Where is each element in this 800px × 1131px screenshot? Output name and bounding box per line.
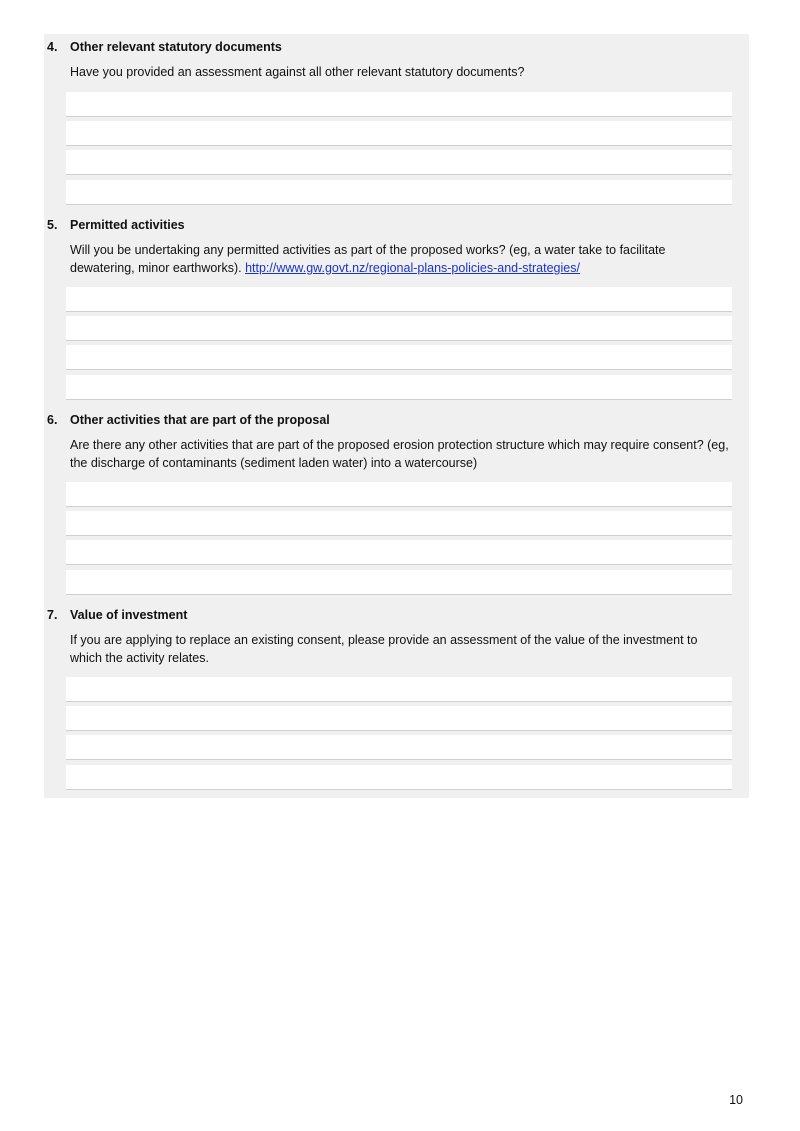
section-title: Permitted activities [70, 218, 185, 232]
answer-line[interactable] [66, 121, 732, 146]
section-number: 5. [47, 218, 58, 232]
section-question: If you are applying to replace an existing consent, please provide an assessment of the value of the investment to which the activity relates. [70, 633, 698, 665]
section-question [70, 241, 730, 277]
answer-line[interactable] [66, 511, 732, 536]
answer-line[interactable] [66, 570, 732, 595]
answer-line[interactable] [66, 482, 732, 507]
section-question: Have you provided an assessment against all other relevant statutory documents? [70, 65, 525, 79]
answer-line[interactable] [66, 287, 732, 312]
answer-line[interactable] [66, 92, 732, 117]
answer-line[interactable] [66, 540, 732, 565]
answer-line[interactable] [66, 677, 732, 702]
answer-line[interactable] [66, 180, 732, 205]
answer-line[interactable] [66, 765, 732, 790]
section-number: 6. [47, 413, 58, 427]
regional-plans-link[interactable]: http://www.gw.govt.nz/regional-plans-policies-and-strategies/ [245, 261, 580, 275]
answer-line[interactable] [66, 316, 732, 341]
section-number: 4. [47, 40, 58, 54]
page-number: 10 [729, 1093, 743, 1107]
answer-line[interactable] [66, 345, 732, 370]
answer-line[interactable] [66, 150, 732, 175]
answer-line[interactable] [66, 375, 732, 400]
question-text: Will you be undertaking any permitted activities as part of the proposed works? (eg, a water take to facilitate dewatering, minor earthworks). [70, 243, 666, 275]
section-number: 7. [47, 608, 58, 622]
section-title: Value of investment [70, 608, 188, 622]
section-title: Other activities that are part of the proposal [70, 413, 330, 427]
section-question: Are there any other activities that are part of the proposed erosion protection structure which may require consent? (eg, the discharge of contaminants (sediment laden water) into a watercourse) [70, 438, 729, 470]
answer-line[interactable] [66, 735, 732, 760]
section-title: Other relevant statutory documents [70, 40, 282, 54]
answer-line[interactable] [66, 706, 732, 731]
